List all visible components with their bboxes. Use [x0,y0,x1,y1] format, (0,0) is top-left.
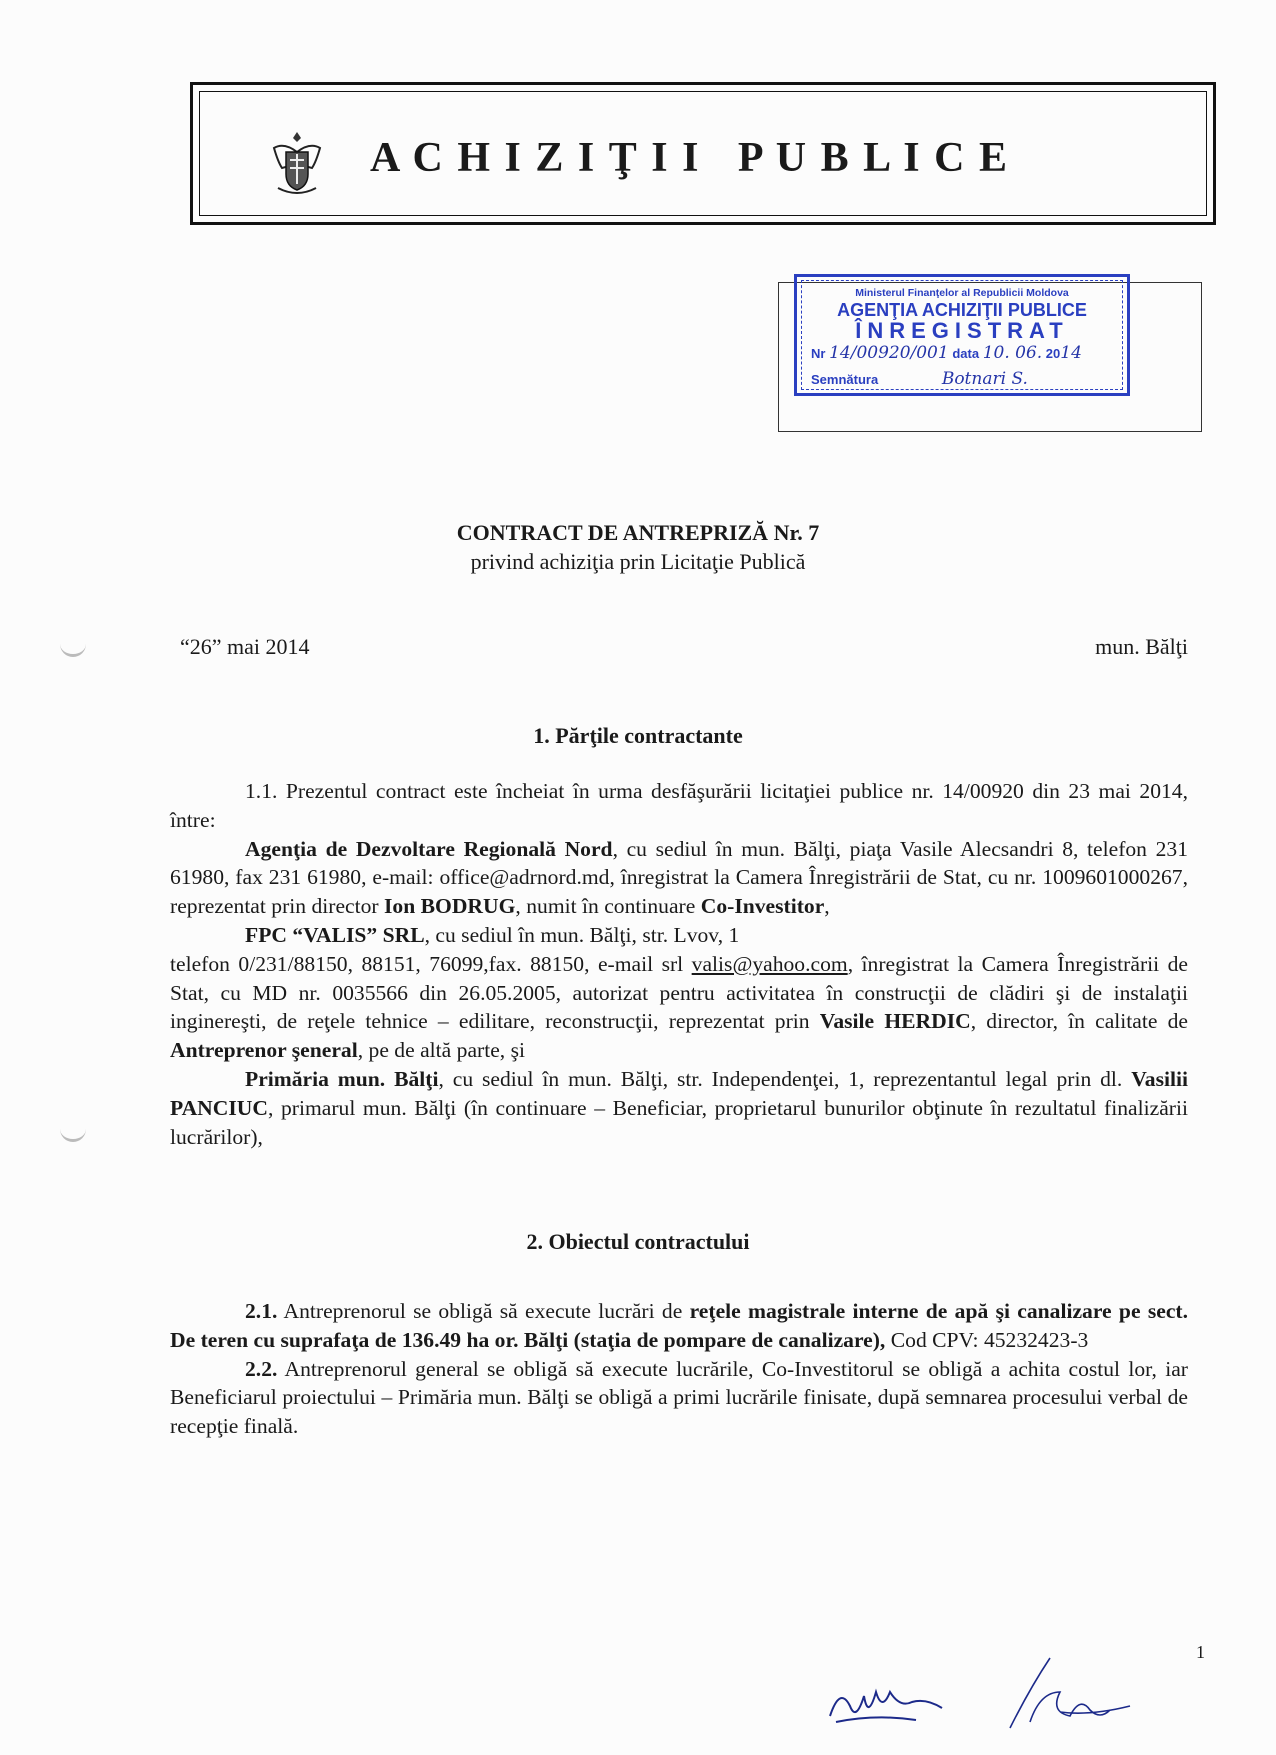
stamp-nr-value: 14/00920/001 [829,343,949,363]
paragraph-text: 1.1. Prezentul contract este încheiat în urma desfăşurării licitaţiei publice nr. 14/00920 din 23 mai 2014, între: [170,779,1188,832]
stamp-number-line [811,343,1121,363]
paragraph-text: , numit în continuare [515,894,701,919]
stamp-status: ÎNREGISTRAT [855,318,1069,343]
paragraph-text: , director, în calitate de [970,1009,1189,1034]
stamp-agency: AGENŢIA ACHIZIŢII PUBLICE [837,300,1087,320]
paragraph-text: telefon 0/231/88150, 88151, 76099,fax. 88150, e-mail srl [170,951,692,976]
stamp-date-label: data [952,346,980,361]
signature-1 [826,1676,956,1732]
contract-subtitle: privind achiziţia prin Licitaţie Publică [470,549,806,574]
punch-hole [60,640,86,657]
paragraph-text: Ion BODRUG [384,894,516,919]
section-heading-parties: 1. Părţile contractante [533,723,743,748]
paragraph-text: Primăria mun. Bălţi [245,1066,439,1091]
paragraph-text: Vasile HERDIC [819,1009,971,1034]
paragraph-text: Antreprenor şeneral [170,1038,358,1063]
section-parties-body [170,777,1188,1151]
contract-city: mun. Bălţi [1095,634,1188,659]
page-number: 1 [1196,1642,1205,1662]
paragraph [170,921,1188,950]
paragraph-text: 2.1. [245,1299,278,1323]
punch-hole [60,1125,86,1142]
paragraph [170,1297,1188,1355]
paragraph-text: , primarul mun. Bălţi (în continuare – Beneficiar, proprietarul bunurilor obţinute în rezultatul finalizării lucrărilor), [170,1095,1188,1149]
paragraph-text: Vasilii PANCIUC [170,1066,1188,1120]
stamp-signature-value: Botnari S. [941,369,1028,389]
paragraph [170,950,1188,1065]
paragraph [170,777,1188,835]
header-title: A C H I Z I Ţ I I P U B L I C E [370,135,1009,181]
paragraph-text: Cod CPV: 45232423-3 [885,1327,1089,1352]
section-heading-object: 2. Obiectul contractului [526,1229,750,1254]
paragraph-text: Agenţia de Dezvoltare Regională Nord [245,836,613,861]
paragraph-text: , pe de altă parte, şi [357,1038,526,1063]
paragraph-text: , cu sediul în mun. Bălţi, str. Lvov, 1 [424,922,740,947]
stamp-nr-label: Nr [811,346,826,361]
stamp-date-value: 10. 06. [982,343,1043,363]
stamp-year-prefix: 20 [1045,346,1061,361]
section-object-body [170,1297,1188,1441]
paragraph-text: Co-Investitor [700,894,825,919]
paragraph-text: Antreprenorul se obligă să execute lucrări de [277,1299,690,1323]
paragraph-text: , cu sediul în mun. Bălţi, str. Independenţei, 1, reprezentantul legal prin dl. [438,1066,1132,1091]
paragraph [170,1355,1188,1441]
stamp-signature-label: Semnătura [811,372,879,387]
contract-title: CONTRACT DE ANTREPRIZĂ Nr. 7 [456,520,820,545]
registration-stamp [794,274,1130,396]
paragraph-text: , cu sediul în mun. Bălţi, piaţa Vasile Alecsandri 8, telefon 231 61980, fax 231 61980, e-mail: office@adrnord.md, înregistrat la Camera Înregistrării de Stat, cu nr. 1009601000267, reprezentat prin director [170,836,1188,919]
stamp-ministry: Ministerul Finanţelor al Republicii Moldova [855,287,1069,299]
contract-date: “26” mai 2014 [180,634,310,659]
paragraph-text: Antreprenorul general se obligă să execute lucrările, Co-Investitorul se obligă a achita costul lor, iar Beneficiarul proiectului – Primăria mun. Bălţi se obligă a primi lucrările finisate, după semnarea procesului verbal de recepţie finală. [170,1356,1188,1439]
header-banner [190,82,1216,225]
signature-2 [1000,1652,1150,1732]
paragraph-text: , [824,894,830,919]
coat-of-arms-icon [266,128,328,198]
paragraph-text: reţele magistrale interne de apă şi canalizare pe sect. De teren cu suprafaţa de 136.49 ha or. Bălţi (staţia de pompare de canalizare), [170,1299,1188,1352]
paragraph-text: FPC “VALIS” SRL [245,922,425,947]
paragraph [170,835,1188,921]
paragraph-text: , înregistrat la Camera Înregistrării de Stat, cu MD nr. 0035566 din 26.05.2005, autorizat pentru activitatea în construcţii de clădiri şi de instalaţii inginereşti, de reţele tehnice – edilitare, reconstrucţii, reprezentat prin [170,951,1188,1034]
stamp-year-suffix: 14 [1060,343,1082,363]
stamp-signature-line [811,369,1121,389]
paragraph [170,1065,1188,1151]
paragraph-text: 2.2. [245,1356,278,1381]
email-link[interactable]: valis@yahoo.com [691,951,848,976]
